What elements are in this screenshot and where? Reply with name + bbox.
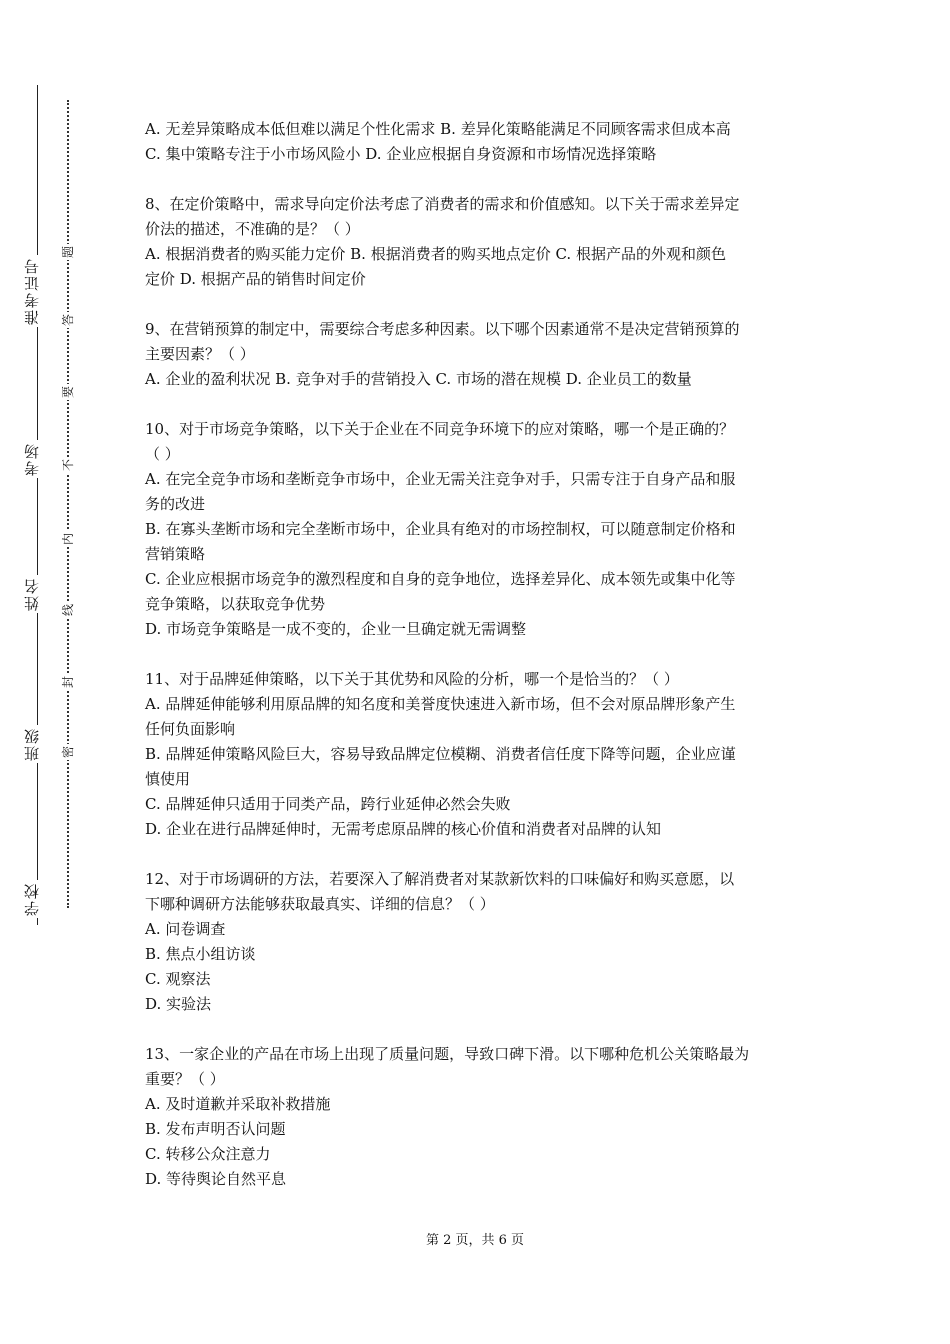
exam-room-label: 考场 xyxy=(23,442,41,476)
option-line: D. 市场竞争策略是一成不变的，企业一旦确定就无需调整 xyxy=(145,620,527,638)
seal-char: 答 xyxy=(61,314,75,327)
option-line: D. 实验法 xyxy=(145,995,212,1013)
question-stem: 8、在定价策略中，需求导向定价法考虑了消费者的需求和价值感知。以下关于需求差异定 xyxy=(145,195,740,213)
seal-char: 内 xyxy=(61,533,75,546)
option-line: A. 在完全竞争市场和垄断竞争市场中，企业无需关注竞争对手，只需专注于自身产品和服 xyxy=(145,470,736,488)
option-line: C. 集中策略专注于小市场风险小 D. 企业应根据自身资源和市场情况选择策略 xyxy=(145,145,657,163)
option-line: A. 品牌延伸能够利用原品牌的知名度和美誉度快速进入新市场，但不会对原品牌形象产生 xyxy=(145,695,736,713)
option-line: 慎使用 xyxy=(145,770,191,788)
seal-char: 题 xyxy=(61,246,75,259)
question-stem: 13、一家企业的产品在市场上出现了质量问题，导致口碑下滑。以下哪种危机公关策略最为 xyxy=(145,1045,750,1063)
question-stem: 主要因素？（ ） xyxy=(145,345,255,363)
seal-char: 要 xyxy=(61,386,75,399)
question-stem: 价法的描述，不准确的是？（ ） xyxy=(145,220,360,238)
option-line: C. 观察法 xyxy=(145,970,211,988)
exam-number-label: 准考证号 xyxy=(23,257,41,325)
seal-char: 线 xyxy=(61,604,75,617)
option-line: B. 发布声明否认问题 xyxy=(145,1120,286,1138)
seal-char: 密 xyxy=(61,746,75,759)
option-line: D. 等待舆论自然平息 xyxy=(145,1170,287,1188)
question-stem: （ ） xyxy=(145,445,180,463)
question-stem: 9、在营销预算的制定中，需要综合考虑多种因素。以下哪个因素通常不是决定营销预算的 xyxy=(145,320,740,338)
option-line: 营销策略 xyxy=(145,545,206,563)
option-line: A. 问卷调查 xyxy=(145,920,226,938)
question-stem: 12、对于市场调研的方法，若要深入了解消费者对某款新饮料的口味偏好和购买意愿，以 xyxy=(145,870,735,888)
question-12 xyxy=(145,867,810,1017)
option-line: A. 根据消费者的购买能力定价 B. 根据消费者的购买地点定价 C. 根据产品的外观和颜色 xyxy=(145,245,726,263)
option-line: A. 及时道歉并采取补救措施 xyxy=(145,1095,331,1113)
seal-dotted-line xyxy=(67,100,69,908)
option-line: B. 品牌延伸策略风险巨大，容易导致品牌定位模糊、消费者信任度下降等问题，企业应谨 xyxy=(145,745,736,763)
option-line: 定价 D. 根据产品的销售时间定价 xyxy=(145,270,366,288)
question-13 xyxy=(145,1042,810,1192)
question-stem: 下哪种调研方法能够获取最真实、详细的信息？（ ） xyxy=(145,895,495,913)
question-stem: 11、对于品牌延伸策略，以下关于其优势和风险的分析，哪一个是恰当的？（ ） xyxy=(145,670,679,688)
question-stem: 10、对于市场竞争策略，以下关于企业在不同竞争环境下的应对策略，哪一个是正确的？ xyxy=(145,420,735,438)
school-label: 学校 xyxy=(23,882,41,916)
option-line: C. 品牌延伸只适用于同类产品，跨行业延伸必然会失败 xyxy=(145,795,511,813)
option-line: 任何负面影响 xyxy=(145,720,236,738)
question-8 xyxy=(145,192,810,292)
question-7-options xyxy=(145,117,810,167)
option-line: A. 无差异策略成本低但难以满足个性化需求 B. 差异化策略能满足不同顾客需求但成本高 xyxy=(145,120,731,138)
name-label: 姓名 xyxy=(23,577,41,611)
page-footer: 第 2 页，共 6 页 xyxy=(425,1233,525,1248)
question-11 xyxy=(145,667,810,842)
option-line: C. 企业应根据市场竞争的激烈程度和自身的竞争地位，选择差异化、成本领先或集中化等 xyxy=(145,570,736,588)
option-line: A. 企业的盈利状况 B. 竞争对手的营销投入 C. 市场的潜在规模 D. 企业员工的数量 xyxy=(145,370,692,388)
option-line: B. 在寡头垄断市场和完全垄断市场中，企业具有绝对的市场控制权，可以随意制定价格和 xyxy=(145,520,736,538)
option-line: 竞争策略，以获取竞争优势 xyxy=(145,595,326,613)
class-label: 班级 xyxy=(23,727,41,761)
seal-char: 不 xyxy=(61,459,75,472)
option-line: C. 转移公众注意力 xyxy=(145,1145,271,1163)
question-10 xyxy=(145,417,810,642)
option-line: 务的改进 xyxy=(145,495,206,513)
question-stem: 重要？（ ） xyxy=(145,1070,225,1088)
binding-rule-line xyxy=(37,85,38,925)
option-line: D. 企业在进行品牌延伸时，无需考虑原品牌的核心价值和消费者对品牌的认知 xyxy=(145,820,662,838)
seal-char: 封 xyxy=(61,676,75,689)
exam-content xyxy=(145,117,810,1217)
option-line: B. 焦点小组访谈 xyxy=(145,945,256,963)
question-9 xyxy=(145,317,810,392)
